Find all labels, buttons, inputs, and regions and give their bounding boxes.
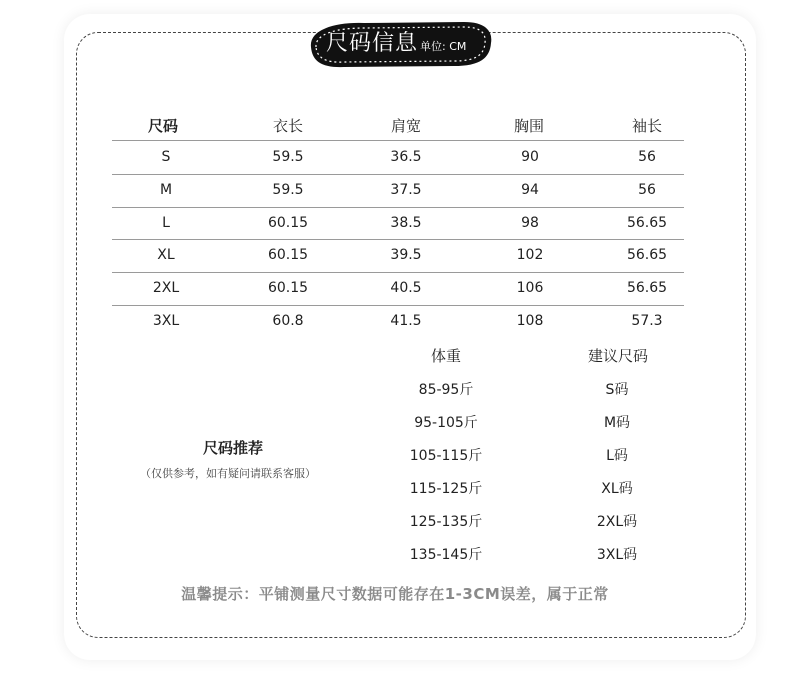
cell-shoulder: 41.5 <box>390 313 422 329</box>
cell-size: M <box>159 182 173 198</box>
recommend-note: （仅供参考，如有疑问请联系客服） <box>140 467 316 480</box>
cell-chest: 102 <box>516 247 544 263</box>
cell-length: 59.5 <box>272 182 304 198</box>
cell-chest: 108 <box>516 313 544 329</box>
cell-chest: 106 <box>516 280 544 296</box>
header-weight: 体重 <box>430 347 462 365</box>
cell-size: XL <box>157 247 175 263</box>
cell-chest: 98 <box>521 215 539 231</box>
cell-shoulder: 38.5 <box>390 215 422 231</box>
cell-size: 3XL <box>152 313 180 329</box>
cell-sleeve: 56 <box>638 182 656 198</box>
table-row <box>0 174 790 207</box>
header-chest: 胸围 <box>514 117 545 135</box>
header-sleeve: 袖长 <box>632 117 663 135</box>
table-row <box>0 207 790 240</box>
cell-sleeve: 56.65 <box>626 280 668 296</box>
table-row <box>0 272 790 305</box>
cell-shoulder: 36.5 <box>390 149 422 165</box>
weight-range: 105-115斤 <box>409 448 483 464</box>
cell-shoulder: 37.5 <box>390 182 422 198</box>
cell-sleeve: 57.3 <box>631 313 663 329</box>
suggested-size: 2XL码 <box>596 514 638 530</box>
cell-length: 60.15 <box>267 215 309 231</box>
cell-shoulder: 39.5 <box>390 247 422 263</box>
badge-title: 尺码信息 <box>326 31 419 56</box>
cell-length: 59.5 <box>272 149 304 165</box>
cell-shoulder: 40.5 <box>390 280 422 296</box>
cell-chest: 90 <box>521 149 539 165</box>
suggested-size: 3XL码 <box>596 547 638 563</box>
weight-range: 135-145斤 <box>409 547 483 563</box>
cell-length: 60.15 <box>267 247 309 263</box>
header-suggested-size: 建议尺码 <box>587 347 649 365</box>
header-shoulder: 肩宽 <box>391 117 422 135</box>
badge-label <box>326 27 466 61</box>
suggested-size: XL码 <box>601 481 633 497</box>
weight-range: 85-95斤 <box>418 382 474 398</box>
cell-chest: 94 <box>521 182 539 198</box>
weight-range: 95-105斤 <box>414 415 478 431</box>
suggested-size: L码 <box>606 448 628 464</box>
weight-range: 125-135斤 <box>409 514 483 530</box>
cell-sleeve: 56.65 <box>626 215 668 231</box>
table-row <box>0 141 790 174</box>
cell-sleeve: 56 <box>638 149 656 165</box>
cell-size: L <box>162 215 170 231</box>
measurement-tip: 温馨提示：平铺测量尺寸数据可能存在1-3CM误差，属于正常 <box>181 585 609 603</box>
badge-unit: 单位: CM <box>420 40 467 53</box>
table-row <box>0 305 790 338</box>
weight-range: 115-125斤 <box>409 481 483 497</box>
cell-sleeve: 56.65 <box>626 247 668 263</box>
cell-length: 60.15 <box>267 280 309 296</box>
recommend-title: 尺码推荐 <box>202 439 264 457</box>
cell-size: 2XL <box>152 280 180 296</box>
header-size: 尺码 <box>148 117 179 135</box>
table-row <box>0 239 790 272</box>
cell-length: 60.8 <box>272 313 304 329</box>
suggested-size: M码 <box>603 415 631 431</box>
suggested-size: S码 <box>605 382 629 398</box>
cell-size: S <box>161 149 171 165</box>
header-length: 衣长 <box>273 117 304 135</box>
